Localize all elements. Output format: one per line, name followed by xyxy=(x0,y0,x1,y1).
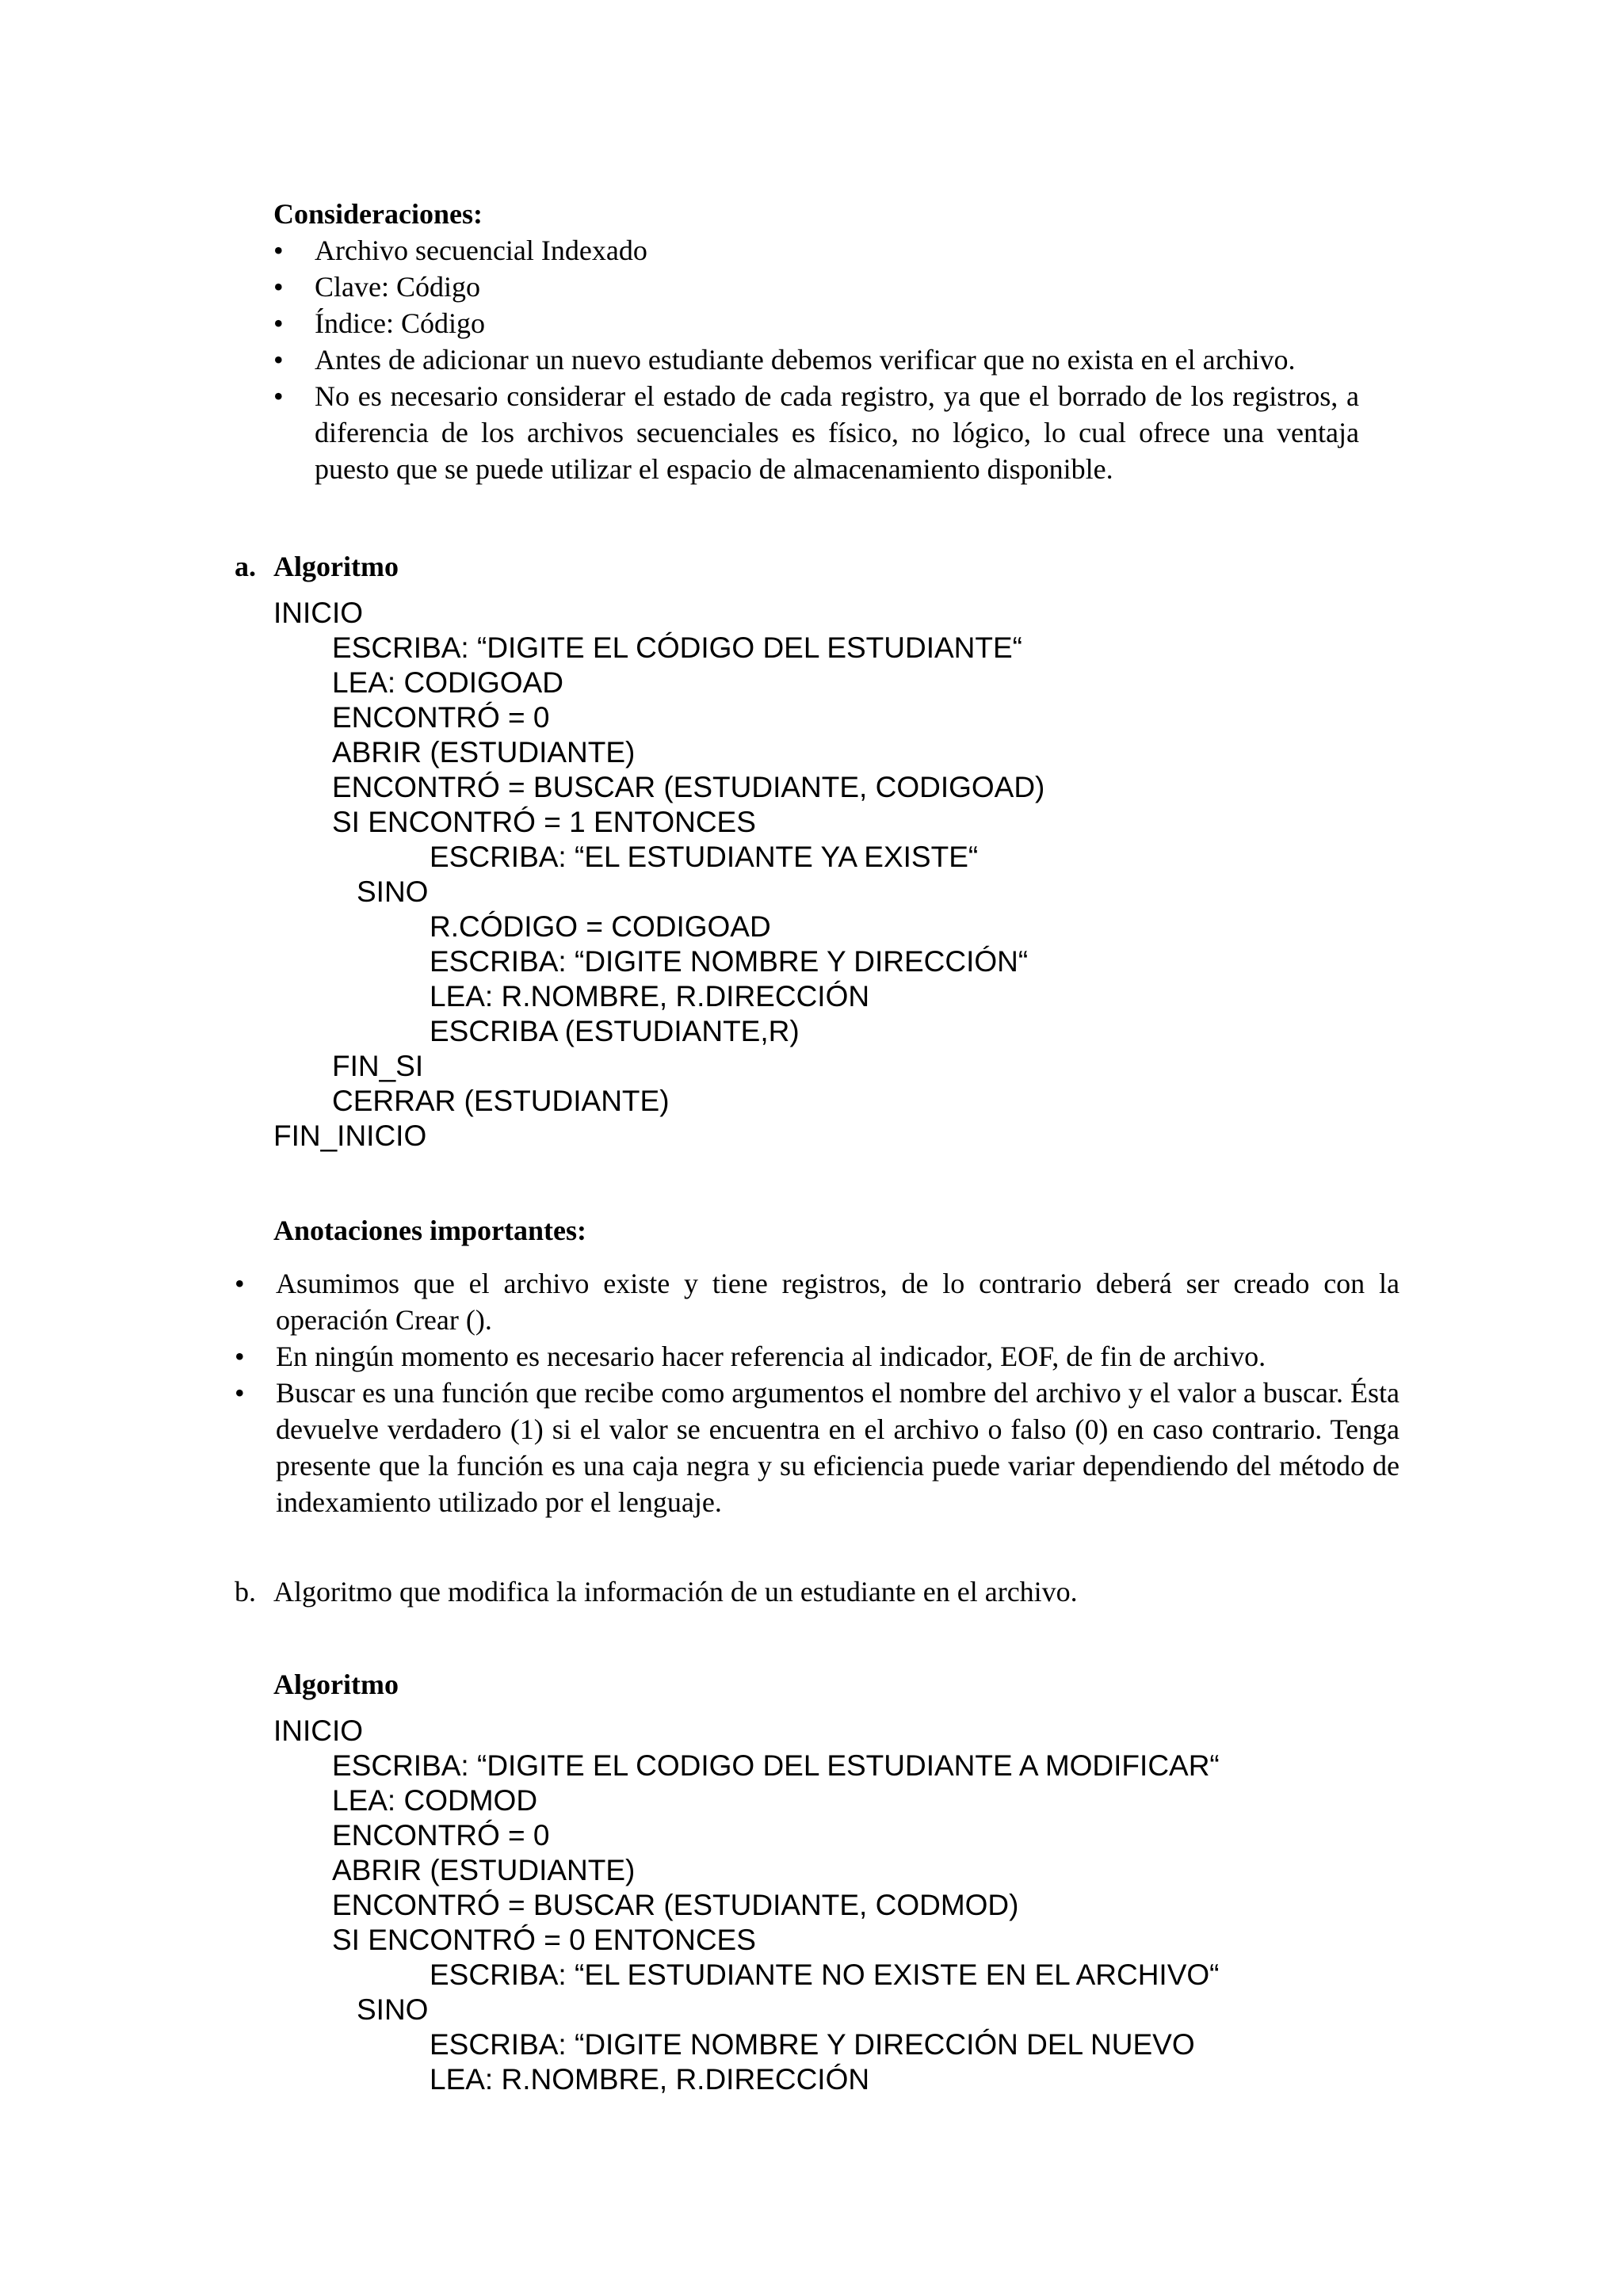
code-line: ESCRIBA: “DIGITE NOMBRE Y DIRECCIÓN“ xyxy=(430,945,1029,978)
consideraciones-list xyxy=(273,232,1359,487)
algorithm-b-code xyxy=(273,1714,1383,2097)
code-line: SI ENCONTRÓ = 1 ENTONCES xyxy=(332,806,756,838)
list-item: • Antes de adicionar un nuevo estudiante debemos verificar que no exista en el archivo. xyxy=(273,341,1359,378)
list-item: • Buscar es una función que recibe como argumentos el nombre del archivo y el valor a buscar. Ésta devuelve verdadero (1) si el valor se encuentra en el archivo o falso (0) en caso contrario. Tenga presente que la función es una caja negra y su eficiencia puede variar dependiendo del método de indexamiento utilizado por el lenguaje. xyxy=(235,1375,1400,1520)
code-line: CERRAR (ESTUDIANTE) xyxy=(332,1085,670,1117)
list-item: • No es necesario considerar el estado de cada registro, ya que el borrado de los registros, a diferencia de los archivos secuenciales es físico, no lógico, lo cual ofrece una ventaja puesto que se puede utilizar el espacio de almacenamiento disponible. xyxy=(273,378,1359,487)
code-line: ESCRIBA (ESTUDIANTE,R) xyxy=(430,1015,800,1047)
anotaciones-section xyxy=(235,1265,1400,1520)
code-line: FIN_SI xyxy=(332,1050,424,1082)
code-line: ESCRIBA: “EL ESTUDIANTE YA EXISTE“ xyxy=(430,841,979,873)
consideraciones-section xyxy=(273,196,1359,487)
bullet-icon: • xyxy=(273,307,284,339)
list-item: • Índice: Código xyxy=(273,305,1359,341)
list-item: • Archivo secuencial Indexado xyxy=(273,232,1359,269)
code-line: ENCONTRÓ = BUSCAR (ESTUDIANTE, CODMOD) xyxy=(332,1889,1019,1921)
code-line: LEA: CODIGOAD xyxy=(332,666,563,699)
bullet-icon: • xyxy=(273,344,284,376)
anotaciones-title: Anotaciones importantes: xyxy=(273,1215,586,1246)
anotaciones-list xyxy=(235,1265,1400,1520)
code-line: ENCONTRÓ = 0 xyxy=(332,1819,550,1852)
bullet-icon: • xyxy=(235,1377,245,1409)
bullet-icon: • xyxy=(273,271,284,303)
bullet-icon: • xyxy=(273,380,284,412)
bullet-icon: • xyxy=(273,235,284,266)
section-b-title: Algoritmo xyxy=(273,1669,399,1700)
code-line: INICIO xyxy=(273,1714,364,1747)
algorithm-a-code xyxy=(273,596,1383,1154)
code-line: ENCONTRÓ = BUSCAR (ESTUDIANTE, CODIGOAD) xyxy=(332,771,1045,803)
code-line: SINO xyxy=(357,1993,429,2026)
section-a-marker: a. xyxy=(235,551,256,582)
code-line: SI ENCONTRÓ = 0 ENTONCES xyxy=(332,1924,756,1956)
code-line: SINO xyxy=(357,875,429,908)
code-line: FIN_INICIO xyxy=(273,1119,427,1152)
bullet-icon: • xyxy=(235,1268,245,1299)
consideraciones-title: Consideraciones: xyxy=(273,198,483,230)
list-item: • Clave: Código xyxy=(273,269,1359,305)
code-line: LEA: R.NOMBRE, R.DIRECCIÓN xyxy=(430,2063,870,2096)
code-line: INICIO xyxy=(273,597,364,629)
code-line: ENCONTRÓ = 0 xyxy=(332,701,550,734)
code-line: ESCRIBA: “EL ESTUDIANTE NO EXISTE EN EL ARCHIVO“ xyxy=(430,1958,1220,1991)
list-item: • En ningún momento es necesario hacer referencia al indicador, EOF, de fin de archivo. xyxy=(235,1338,1400,1375)
code-line: ABRIR (ESTUDIANTE) xyxy=(332,1854,636,1886)
code-line: LEA: R.NOMBRE, R.DIRECCIÓN xyxy=(430,980,870,1013)
section-a-title: Algoritmo xyxy=(273,551,399,582)
code-line: R.CÓDIGO = CODIGOAD xyxy=(430,910,771,943)
section-b-marker: b. xyxy=(235,1576,256,1608)
code-line: ESCRIBA: “DIGITE EL CODIGO DEL ESTUDIANTE A MODIFICAR“ xyxy=(332,1749,1220,1782)
code-line: ESCRIBA: “DIGITE EL CÓDIGO DEL ESTUDIANTE“ xyxy=(332,631,1022,664)
section-b-intro: Algoritmo que modifica la información de un estudiante en el archivo. xyxy=(273,1576,1078,1608)
code-line: ESCRIBA: “DIGITE NOMBRE Y DIRECCIÓN DEL NUEVO xyxy=(430,2028,1195,2061)
code-line: ABRIR (ESTUDIANTE) xyxy=(332,736,636,769)
list-item: • Asumimos que el archivo existe y tiene registros, de lo contrario deberá ser creado con la operación Crear (). xyxy=(235,1265,1400,1338)
code-line: LEA: CODMOD xyxy=(332,1784,538,1817)
bullet-icon: • xyxy=(235,1341,245,1372)
